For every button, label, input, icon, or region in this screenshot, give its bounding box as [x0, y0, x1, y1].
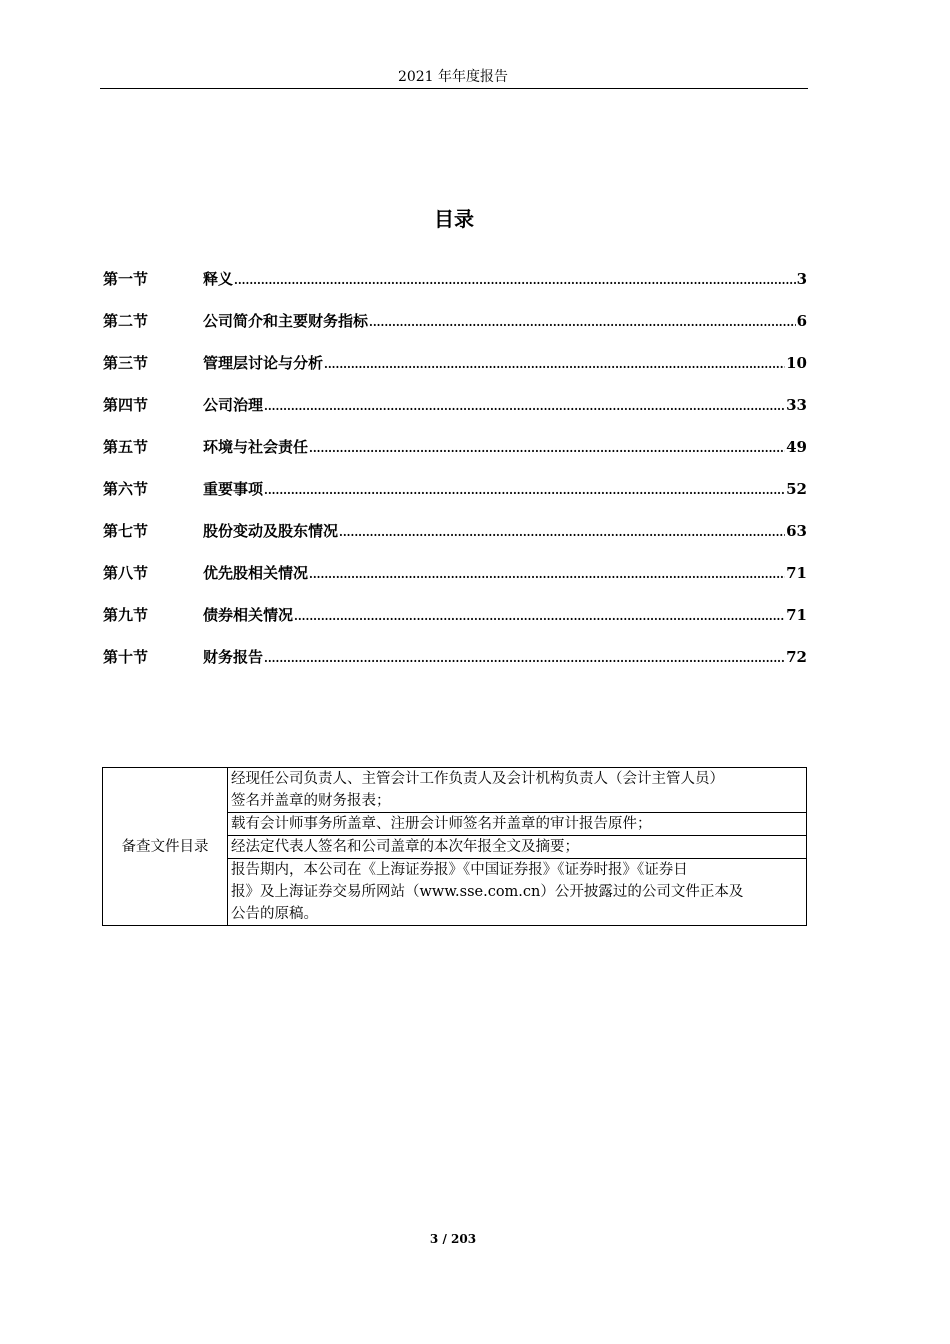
- toc-page-number: 10: [786, 354, 807, 372]
- table-of-contents: [103, 268, 807, 688]
- toc-entry-line: [203, 394, 807, 418]
- toc-section-number: 第二节: [103, 312, 149, 330]
- toc-entry[interactable]: [103, 478, 807, 520]
- page-header-title: 2021 年年度报告: [397, 69, 509, 85]
- toc-leader-dots: [234, 270, 796, 292]
- toc-section-number: 第一节: [103, 270, 149, 288]
- toc-page-number: 71: [786, 564, 807, 582]
- toc-entry-line: [203, 310, 807, 334]
- toc-page-number: 49: [786, 438, 807, 456]
- toc-entry-line: [203, 268, 807, 292]
- toc-leader-dots: [309, 438, 785, 460]
- reference-item-line: 公告的原稿。: [231, 906, 318, 922]
- toc-page-number: 33: [786, 396, 807, 414]
- toc-section-number: 第七节: [103, 522, 149, 540]
- reference-item-line: 经现任公司负责人、主管会计工作负责人及会计机构负责人（会计主管人员）: [231, 771, 724, 787]
- toc-section-title[interactable]: 股份变动及股东情况: [203, 522, 339, 540]
- toc-leader-dots: [369, 312, 796, 334]
- toc-section-title[interactable]: 重要事项: [203, 480, 264, 498]
- toc-entry-line: [203, 520, 807, 544]
- toc-page-number: 6: [796, 312, 807, 330]
- toc-leader-dots: [339, 522, 785, 544]
- reference-documents-label: 备查文件目录: [103, 768, 228, 926]
- toc-section-title[interactable]: 管理层讨论与分析: [203, 354, 324, 372]
- toc-leader-dots: [324, 354, 785, 376]
- reference-item-line: 载有会计师事务所盖章、注册会计师签名并盖章的审计报告原件；: [231, 816, 652, 832]
- toc-entry[interactable]: [103, 310, 807, 352]
- toc-section-number: 第八节: [103, 564, 149, 582]
- toc-entry[interactable]: [103, 604, 807, 646]
- reference-document-item: [228, 836, 807, 859]
- toc-section-number: 第五节: [103, 438, 149, 456]
- toc-section-number: 第十节: [103, 648, 149, 666]
- toc-entry-line: [203, 478, 807, 502]
- toc-leader-dots: [264, 396, 785, 418]
- toc-entry[interactable]: [103, 520, 807, 562]
- toc-section-number: 第三节: [103, 354, 149, 372]
- toc-page-number: 3: [796, 270, 807, 288]
- reference-item-line: 经法定代表人签名和公司盖章的本次年报全文及摘要；: [231, 839, 579, 855]
- toc-page-number: 72: [786, 648, 807, 666]
- toc-entry-line: [203, 352, 807, 376]
- toc-entry[interactable]: [103, 562, 807, 604]
- toc-leader-dots: [309, 564, 785, 586]
- toc-entry-line: [203, 562, 807, 586]
- toc-entry[interactable]: [103, 394, 807, 436]
- toc-leader-dots: [264, 480, 785, 502]
- toc-entry[interactable]: [103, 646, 807, 688]
- reference-document-item: [228, 813, 807, 836]
- toc-entry[interactable]: [103, 436, 807, 478]
- toc-entry-line: [203, 436, 807, 460]
- toc-page-number: 71: [786, 606, 807, 624]
- toc-entry-line: [203, 646, 807, 670]
- reference-item-line: 签名并盖章的财务报表；: [231, 793, 391, 809]
- reference-document-item: [228, 859, 807, 926]
- toc-section-title[interactable]: 公司治理: [203, 396, 264, 414]
- reference-documents-table: [102, 767, 807, 926]
- toc-leader-dots: [264, 648, 785, 670]
- table-row: [103, 768, 807, 813]
- toc-leader-dots: [294, 606, 785, 628]
- reference-item-line: 报》及上海证券交易所网站（www.sse.com.cn）公开披露过的公司文件正本及: [231, 884, 744, 900]
- toc-heading: 目录: [434, 207, 474, 231]
- page-number: 3 / 203: [429, 1232, 477, 1246]
- reference-document-item: [228, 768, 807, 813]
- toc-page-number: 52: [786, 480, 807, 498]
- toc-entry[interactable]: [103, 352, 807, 394]
- toc-section-number: 第四节: [103, 396, 149, 414]
- reference-item-line: 报告期内，本公司在《上海证券报》《中国证券报》《证券时报》《证券日: [231, 862, 688, 878]
- toc-section-number: 第六节: [103, 480, 149, 498]
- toc-section-title[interactable]: 环境与社会责任: [203, 438, 309, 456]
- toc-section-title[interactable]: 债券相关情况: [203, 606, 294, 624]
- toc-page-number: 63: [786, 522, 807, 540]
- toc-entry[interactable]: [103, 268, 807, 310]
- toc-section-title[interactable]: 释义: [203, 270, 234, 288]
- toc-section-title[interactable]: 公司简介和主要财务指标: [203, 312, 369, 330]
- header-divider: [100, 88, 808, 89]
- toc-section-title[interactable]: 财务报告: [203, 648, 264, 666]
- toc-section-number: 第九节: [103, 606, 149, 624]
- toc-section-title[interactable]: 优先股相关情况: [203, 564, 309, 582]
- toc-entry-line: [203, 604, 807, 628]
